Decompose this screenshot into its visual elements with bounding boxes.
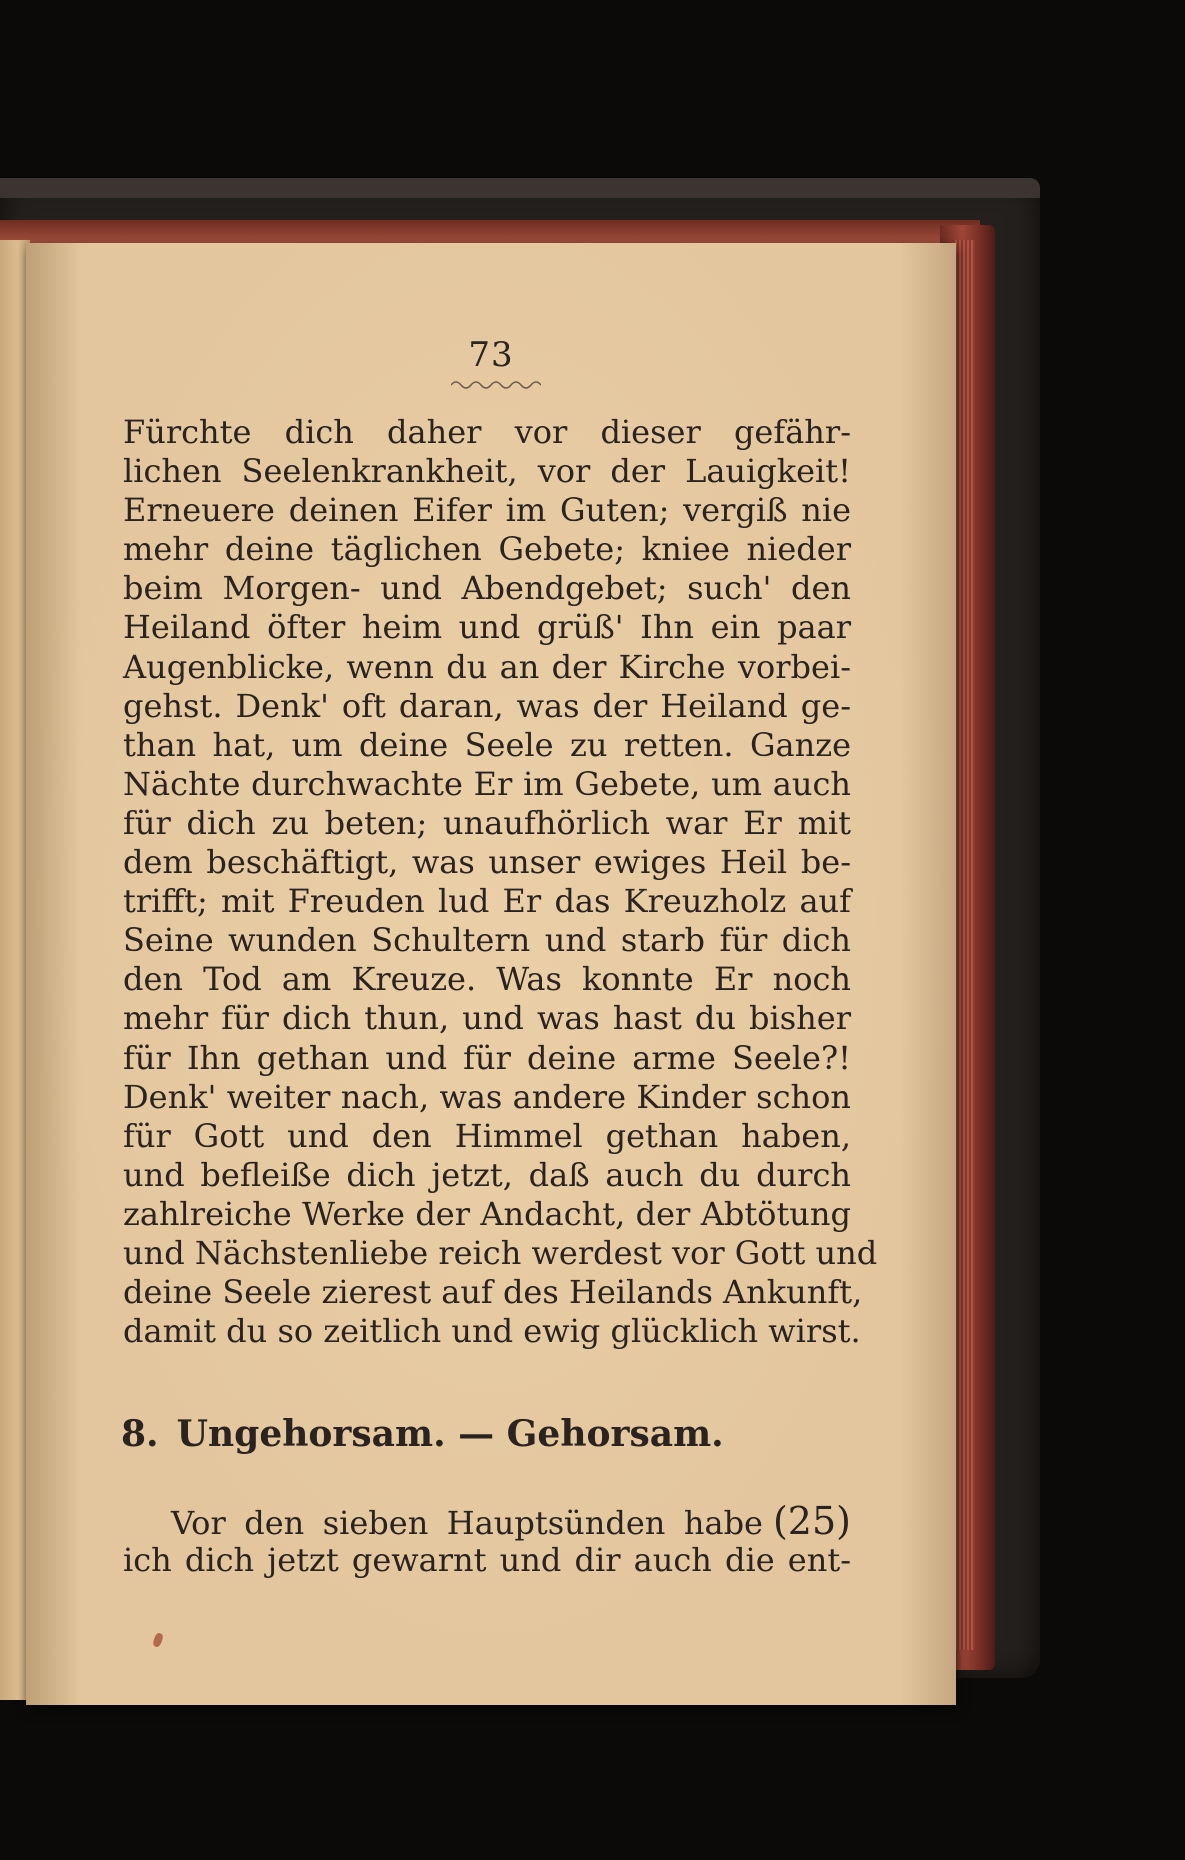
section-number: 8. (121, 1413, 159, 1455)
ink-stain (152, 1632, 164, 1648)
text-line: gehst. Denk' oft daran, was der Heiland ge- (123, 686, 851, 725)
text-line: deine Seele zierest auf des Heilands Ankunft, (123, 1273, 863, 1312)
text-line: für dich zu beten; unaufhörlich war Er mit (123, 803, 851, 842)
text-line: beim Morgen- und Abendgebet; such' den (123, 569, 851, 608)
text-line: Heiland öfter heim und grüß' Ihn ein paar (123, 608, 851, 647)
text-line: than hat, um deine Seele zu retten. Ganze (123, 725, 851, 764)
text-line: lichen Seelenkrankheit, vor der Lauigkeit! (123, 452, 851, 491)
text-line: mehr für dich thun, und was hast du bisher (123, 999, 851, 1038)
marginal-mark: (25) (772, 1499, 851, 1543)
page-number: 73 (468, 335, 514, 375)
text-line: mehr deine täglichen Gebete; kniee nieder (123, 530, 851, 569)
text-line: Augenblicke, wenn du an der Kirche vorbei- (123, 647, 851, 686)
cover-top-edge (0, 178, 1040, 198)
paragraph-1 (123, 413, 878, 1351)
text-line: Seine wunden Schultern und starb für dich (123, 921, 851, 960)
text-line: und Nächstenliebe reich werdest vor Gott und (123, 1233, 878, 1272)
text-line: den Tod am Kreuze. Was konnte Er noch (123, 960, 851, 999)
text-line: damit du so zeitlich und ewig glücklich wirst. (123, 1312, 861, 1351)
page-top-edge (0, 220, 980, 244)
ornament-squiggle (451, 379, 541, 389)
text-line: für Ihn gethan und für deine arme Seele?! (123, 1038, 851, 1077)
text-line: Denk' weiter nach, was andere Kinder schon (123, 1077, 851, 1116)
paragraph-2 (123, 1501, 851, 1579)
text-line: Fürchte dich daher vor dieser gefähr- (123, 413, 851, 451)
text-line: trifft; mit Freuden lud Er das Kreuzholz auf (123, 882, 851, 921)
text-line: dem beschäftigt, was unser ewiges Heil be- (123, 843, 851, 882)
text-line (123, 1499, 851, 1543)
text-line: zahlreiche Werke der Andacht, der Abtötung (123, 1194, 851, 1233)
section-heading (121, 1413, 856, 1455)
section-title: Ungehorsam. — Gehorsam. (176, 1413, 724, 1455)
text-line: Erneuere deinen Eifer im Guten; vergiß nie (123, 491, 851, 530)
text-line: Nächte durchwachte Er im Gebete, um auch (123, 764, 851, 803)
text-line: und befleiße dich jetzt, daß auch du durch (123, 1155, 851, 1194)
book-page (26, 243, 956, 1705)
text-line: für Gott und den Himmel gethan haben, (123, 1116, 851, 1155)
text-line-content: Vor den sieben Hauptsünden habe (171, 1504, 763, 1542)
page-stack (955, 240, 975, 1650)
text-line: ich dich jetzt gewarnt und dir auch die ent- (123, 1541, 851, 1580)
